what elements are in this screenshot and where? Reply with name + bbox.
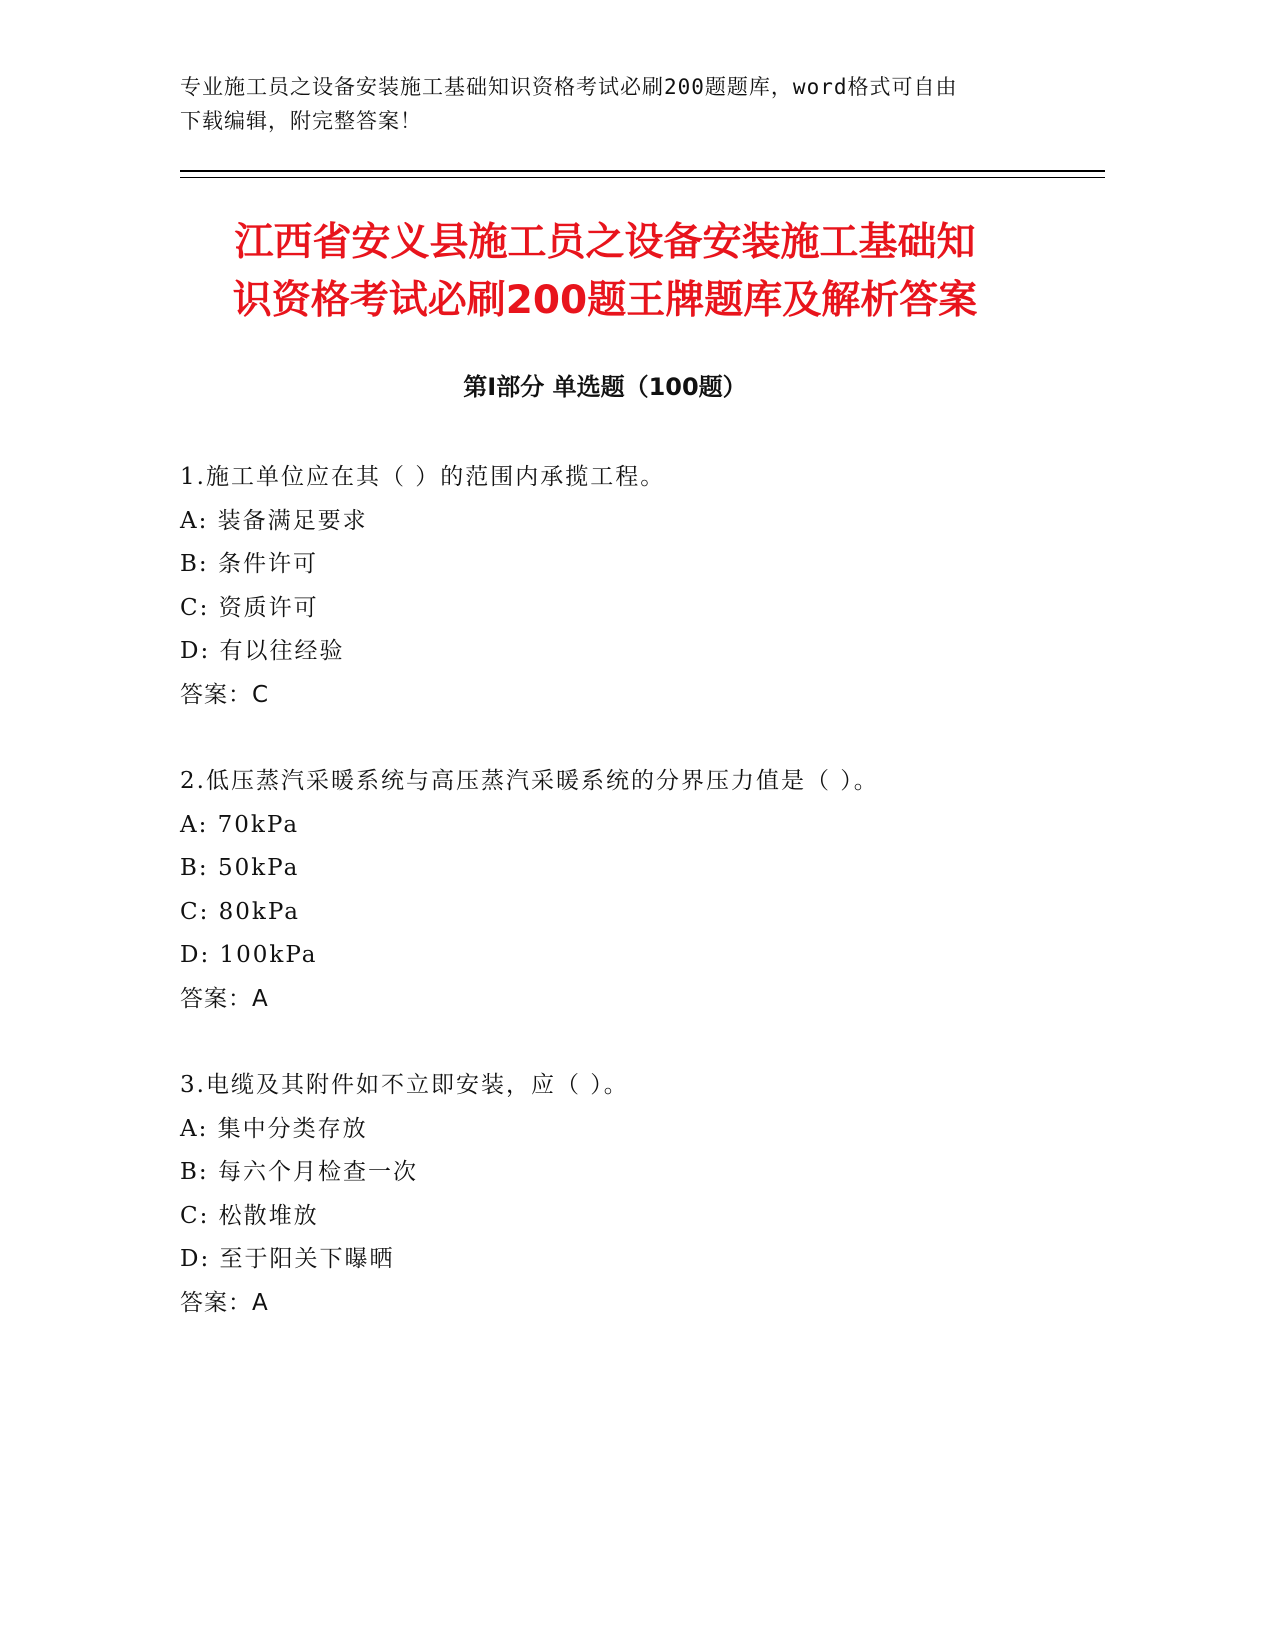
option-d: D: 有以往经验	[180, 638, 345, 664]
question-stem: 1.施工单位应在其（ ）的范围内承揽工程。	[180, 464, 666, 490]
document-title-line-2: 识资格考试必刷200题王牌题库及解析答案	[232, 278, 978, 323]
option-a: A: 70kPa	[180, 811, 300, 838]
document-title-line-1: 江西省安义县施工员之设备安装施工基础知	[234, 220, 976, 265]
header-divider-thin	[180, 177, 1105, 178]
header-divider-thick	[180, 170, 1105, 172]
section-heading: 第Ⅰ部分 单选题（100题）	[463, 373, 747, 401]
answer: 答案：A	[180, 1289, 269, 1316]
header-note-line-2: 下载编辑，附完整答案！	[180, 109, 422, 133]
question-2	[180, 760, 1110, 1021]
answer: 答案：C	[180, 681, 270, 708]
option-a: A: 装备满足要求	[180, 507, 368, 534]
question-list	[180, 456, 1110, 1368]
option-b: B: 50kPa	[180, 855, 300, 881]
document-title	[170, 214, 1040, 330]
option-d: D: 100kPa	[180, 942, 318, 968]
question-1	[180, 456, 1110, 717]
question-stem: 2.低压蒸汽采暖系统与高压蒸汽采暖系统的分界压力值是（ ）。	[180, 768, 879, 794]
option-c: C: 松散堆放	[180, 1202, 319, 1229]
option-c: C: 资质许可	[180, 594, 319, 621]
option-b: B: 条件许可	[180, 551, 318, 577]
question-3	[180, 1064, 1110, 1325]
option-b: B: 每六个月检查一次	[180, 1159, 418, 1185]
answer: 答案：A	[180, 985, 269, 1012]
option-a: A: 集中分类存放	[180, 1115, 368, 1142]
option-c: C: 80kPa	[180, 898, 301, 925]
header-note-line-1: 专业施工员之设备安装施工基础知识资格考试必刷200题题库，word格式可自由	[180, 75, 958, 99]
header-note	[180, 70, 1080, 138]
question-stem: 3.电缆及其附件如不立即安装，应（ ）。	[180, 1072, 629, 1098]
option-d: D: 至于阳关下曝晒	[180, 1246, 395, 1272]
